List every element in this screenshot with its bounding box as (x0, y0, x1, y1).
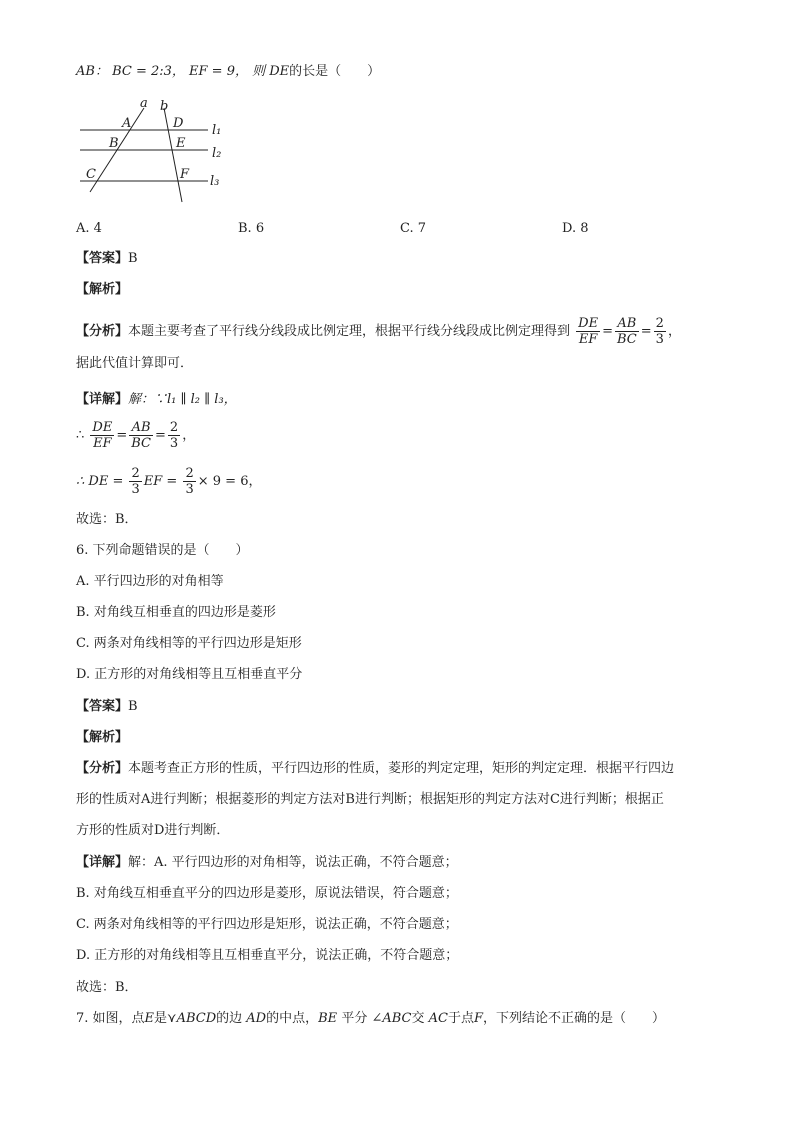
fraction-de-ef-2 (90, 420, 114, 451)
fraction-2-3 (654, 316, 666, 347)
q6-xiangjie-line-3: C. 两条对角线相等的平行四边形是矩形，说法正确，不符合题意； (76, 917, 458, 932)
therefore-2-suffix: × 9 = 6， (197, 474, 262, 489)
q6-choose: 故选：B． (76, 980, 138, 995)
q5-fenxi-text: 本题主要考查了平行线分线段成比例定理，根据平行线分线段成比例定理得到 (128, 324, 571, 339)
q7-stem (76, 1009, 665, 1029)
q5-options (76, 219, 716, 239)
q6-xiangjie-tag: 【详解】 (76, 855, 129, 870)
therefore-1-suffix: ， (182, 428, 196, 443)
q7-abcd: ABCD (176, 1011, 217, 1026)
frac-den-3: 3 (655, 332, 664, 347)
frac-den-ef: EF (578, 332, 598, 347)
q6-option-b: B. 对角线互相垂直的四边形是菱形 (76, 605, 276, 620)
therefore-2-mid: EF = (143, 474, 178, 489)
q6-xiangjie-text-1: 解：A. 平行四边形的对角相等，说法正确，不符合题意； (128, 855, 458, 870)
frac2-num-ab: AB (129, 420, 153, 436)
q7-stem-f: 平分 ∠ (341, 1011, 383, 1026)
q6-fenxi-tag: 【分析】 (76, 761, 129, 776)
q5-xiangjie-tag: 【详解】 (76, 392, 129, 407)
q6-option-a: A. 平行四边形的对角相等 (76, 574, 224, 589)
q7-stem-d: 的中点， (266, 1011, 319, 1026)
q7-point-f: F (474, 1011, 484, 1026)
fraction-2-3-4 (183, 466, 195, 497)
frac2-den-bc: BC (131, 436, 151, 451)
q5-stem-prefix: AB： BC = 2:3， EF = 9， 则 (76, 64, 266, 79)
q6-answer-tag: 【答案】 (76, 699, 129, 714)
label-point-d: D (173, 116, 184, 131)
fraction-ab-bc-2 (129, 420, 153, 451)
q6-answer (76, 697, 138, 717)
q5-option-a: A. 4 (76, 221, 102, 236)
frac4-num-2: 2 (185, 466, 194, 481)
q7-stem-h: 于点 (447, 1011, 474, 1026)
q6-analysis-tag: 【解析】 (76, 730, 129, 745)
q7-be: BE (318, 1011, 338, 1026)
label-b: b (160, 99, 169, 114)
q6-fenxi-line-3: 方形的性质对D进行判断． (76, 823, 230, 838)
q7-stem-b: 是⋎ (154, 1011, 177, 1026)
label-point-b: B (109, 136, 119, 151)
label-point-c: C (86, 167, 96, 182)
q6-fenxi-text-1: 本题考查正方形的性质，平行四边形的性质，菱形的判定定理，矩形的判定定理．根据平行四边 (128, 761, 675, 776)
q5-xiangjie-text: 解：∵l₁ ∥ l₂ ∥ l₃， (128, 392, 237, 407)
q6-xiangjie-line-1 (76, 853, 458, 873)
q6-answer-value: B (128, 699, 138, 714)
q5-therefore-1: ∴ $\frac{DE}{EF}$ = $\frac{AB}{BC}$ = $\frac{2}{3}$ ， (76, 420, 196, 451)
q5-choose: 故选：B． (76, 512, 138, 527)
q5-stem (76, 62, 380, 82)
q5-answer-tag: 【答案】 (76, 251, 129, 266)
q6-option-c: C. 两条对角线相等的平行四边形是矩形 (76, 636, 302, 651)
therefore-1-prefix: ∴ (76, 428, 85, 443)
fraction-de-ef (576, 316, 600, 347)
q6-xiangjie-line-4: D. 正方形的对角线相等且互相垂直平分，说法正确，不符合题意； (76, 948, 459, 963)
frac3-den-3: 3 (131, 482, 140, 497)
q7-point-e: E (144, 1011, 155, 1026)
q7-ac: AC (428, 1011, 448, 1026)
frac2-den-ef: EF (93, 436, 112, 451)
q5-fenxi-tag: 【分析】 (76, 324, 129, 339)
fraction-ab-bc (615, 316, 639, 347)
parallel-lines-figure (76, 96, 236, 206)
frac2-num-2: 2 (169, 420, 179, 435)
frac2-num-de: DE (92, 420, 113, 435)
q5-fenxi-tail: ， (667, 324, 681, 339)
frac3-num-2: 2 (131, 466, 140, 481)
q5-therefore-2 (76, 466, 261, 498)
fraction-2-3-2 (168, 420, 180, 451)
q5-option-b: B. 6 (238, 221, 265, 236)
q5-analysis-tag: 【解析】 (76, 282, 129, 297)
label-point-a: A (122, 116, 132, 131)
therefore-2-prefix: ∴ DE = (76, 474, 124, 489)
q5-option-c: C. 7 (400, 221, 427, 236)
q6-stem: 6. 下列命题错误的是（ ） (76, 543, 249, 558)
q7-ad: AD (246, 1011, 267, 1026)
q7-abc: ABC (382, 1011, 412, 1026)
frac-num-ab: AB (615, 316, 639, 332)
q6-fenxi-line-2: 形的性质对A进行判断；根据菱形的判定方法对B进行判断；根据矩形的判定方法对C进行判断；根据正 (76, 792, 664, 807)
q5-fenxi-line2: 据此代值计算即可． (76, 356, 194, 371)
frac-num-de: DE (578, 316, 599, 331)
frac4-den-3: 3 (185, 482, 194, 497)
label-l2: l₂ (212, 146, 222, 161)
frac2-den-3: 3 (169, 436, 179, 451)
q7-stem-i: ，下列结论不正确的是（ ） (483, 1011, 666, 1026)
q5-xiangjie (76, 390, 237, 410)
q5-option-d: D. 8 (562, 221, 589, 236)
q7-stem-a: 7. 如图，点 (76, 1011, 145, 1026)
label-point-f: F (180, 167, 190, 182)
q6-xiangjie-line-2: B. 对角线互相垂直平分的四边形是菱形，原说法错误，符合题意； (76, 886, 458, 901)
q5-stem-de: DE (269, 64, 290, 79)
q5-answer-value: B (128, 251, 138, 266)
q5-stem-suffix: 的长是（ ） (289, 64, 381, 79)
q5-fenxi: 【分析】本题主要考查了平行线分线段成比例定理，根据平行线分线段成比例定理得到 $\frac{DE}{EF}$ = $\frac{AB}{BC}$ = $\frac{2}{3}$ ， (76, 316, 681, 347)
q7-stem-c: 的边 (216, 1011, 243, 1026)
fraction-2-3-3 (129, 466, 141, 497)
label-a: a (140, 96, 148, 111)
q6-fenxi-line-1 (76, 759, 674, 779)
label-point-e: E (176, 136, 186, 151)
frac-num-2: 2 (655, 316, 664, 331)
frac-den-bc: BC (617, 332, 637, 347)
q7-stem-g: 交 (411, 1011, 425, 1026)
label-l3: l₃ (210, 174, 220, 189)
q6-option-d: D. 正方形的对角线相等且互相垂直平分 (76, 667, 303, 682)
q5-answer (76, 249, 138, 269)
label-l1: l₁ (212, 123, 222, 138)
